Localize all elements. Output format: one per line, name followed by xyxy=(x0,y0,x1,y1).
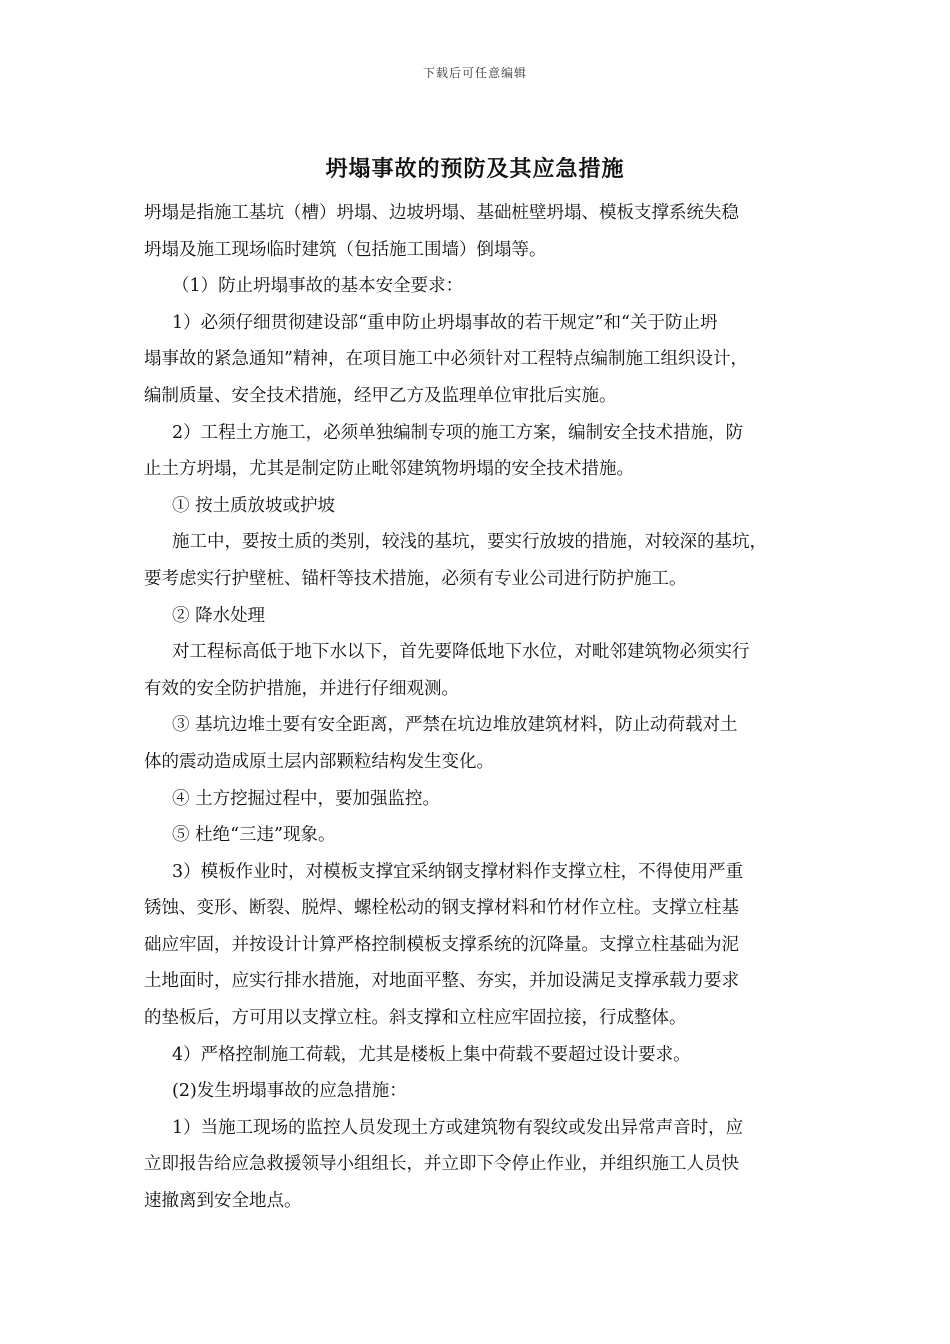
body-line: 的垫板后，方可用以支撑立柱。斜支撑和立柱应牢固拉接，行成整体。 xyxy=(144,1008,687,1029)
subsection-heading: ① 按土质放坡或护坡 xyxy=(172,495,336,516)
body-line: 要考虑实行护壁桩、锚杆等技术措施，必须有专业公司进行防护施工。 xyxy=(144,568,687,589)
body-line: 础应牢固，并按设计计算严格控制模板支撑系统的沉降量。支撑立柱基础为泥 xyxy=(144,934,739,955)
document-body xyxy=(144,195,812,1220)
section-heading: (2)发生坍塌事故的应急措施： xyxy=(172,1081,407,1102)
body-line: ⑤ 杜绝“三违”现象。 xyxy=(172,825,336,846)
body-line: 4）严格控制施工荷载，尤其是楼板上集中荷载不要超过设计要求。 xyxy=(172,1044,691,1065)
section-heading: （1）防止坍塌事故的基本安全要求： xyxy=(172,276,464,297)
body-line: 1）必须仔细贯彻建设部“重申防止坍塌事故的若干规定”和“关于防止坍 xyxy=(172,312,718,333)
body-line: 有效的安全防护措施，并进行仔细观测。 xyxy=(144,678,459,699)
body-line: 止土方坍塌，尤其是制定防止毗邻建筑物坍塌的安全技术措施。 xyxy=(144,459,634,480)
body-line: 坍塌是指施工基坑（槽）坍塌、边坡坍塌、基础桩壁坍塌、模板支撑系统失稳 xyxy=(144,203,739,223)
body-line: 坍塌及施工现场临时建筑（包括施工围墙）倒塌等。 xyxy=(144,239,547,260)
body-line: 3）模板作业时，对模板支撑宜采纳钢支撑材料作支撑立柱，不得使用严重 xyxy=(172,861,744,882)
body-line: 对工程标高低于地下水以下，首先要降低地下水位，对毗邻建筑物必须实行 xyxy=(172,642,750,663)
body-line: 2）工程土方施工，必须单独编制专项的施工方案，编制安全技术措施，防 xyxy=(172,422,744,443)
body-line: ③ 基坑边堆土要有安全距离，严禁在坑边堆放建筑材料，防止动荷载对土 xyxy=(172,715,738,736)
subsection-heading: ② 降水处理 xyxy=(172,605,266,626)
body-line: 1）当施工现场的监控人员发现土方或建筑物有裂纹或发出异常声音时，应 xyxy=(172,1117,744,1138)
body-line: 编制质量、安全技术措施，经甲乙方及监理单位审批后实施。 xyxy=(144,385,617,406)
body-line: 速撤离到安全地点。 xyxy=(144,1191,302,1212)
body-line: 体的震动造成原土层内部颗粒结构发生变化。 xyxy=(144,751,494,772)
body-line: ④ 土方挖掘过程中，要加强监控。 xyxy=(172,788,441,809)
page-header: 下载后可任意编辑 xyxy=(422,66,527,80)
body-line: 立即报告给应急救援领导小组组长，并立即下令停止作业，并组织施工人员快 xyxy=(144,1154,739,1175)
body-line: 塌事故的紧急通知”精神，在项目施工中必须针对工程特点编制施工组织设计， xyxy=(144,349,748,370)
document-title: 坍塌事故的预防及其应急措施 xyxy=(325,156,625,182)
body-line: 施工中，要按土质的类别，较浅的基坑，要实行放坡的措施，对较深的基坑， xyxy=(172,532,767,553)
body-line: 锈蚀、变形、断裂、脱焊、螺栓松动的钢支撑材料和竹材作立柱。支撑立柱基 xyxy=(144,898,739,919)
body-line: 土地面时，应实行排水措施，对地面平整、夯实，并加设满足支撑承载力要求 xyxy=(144,971,739,992)
